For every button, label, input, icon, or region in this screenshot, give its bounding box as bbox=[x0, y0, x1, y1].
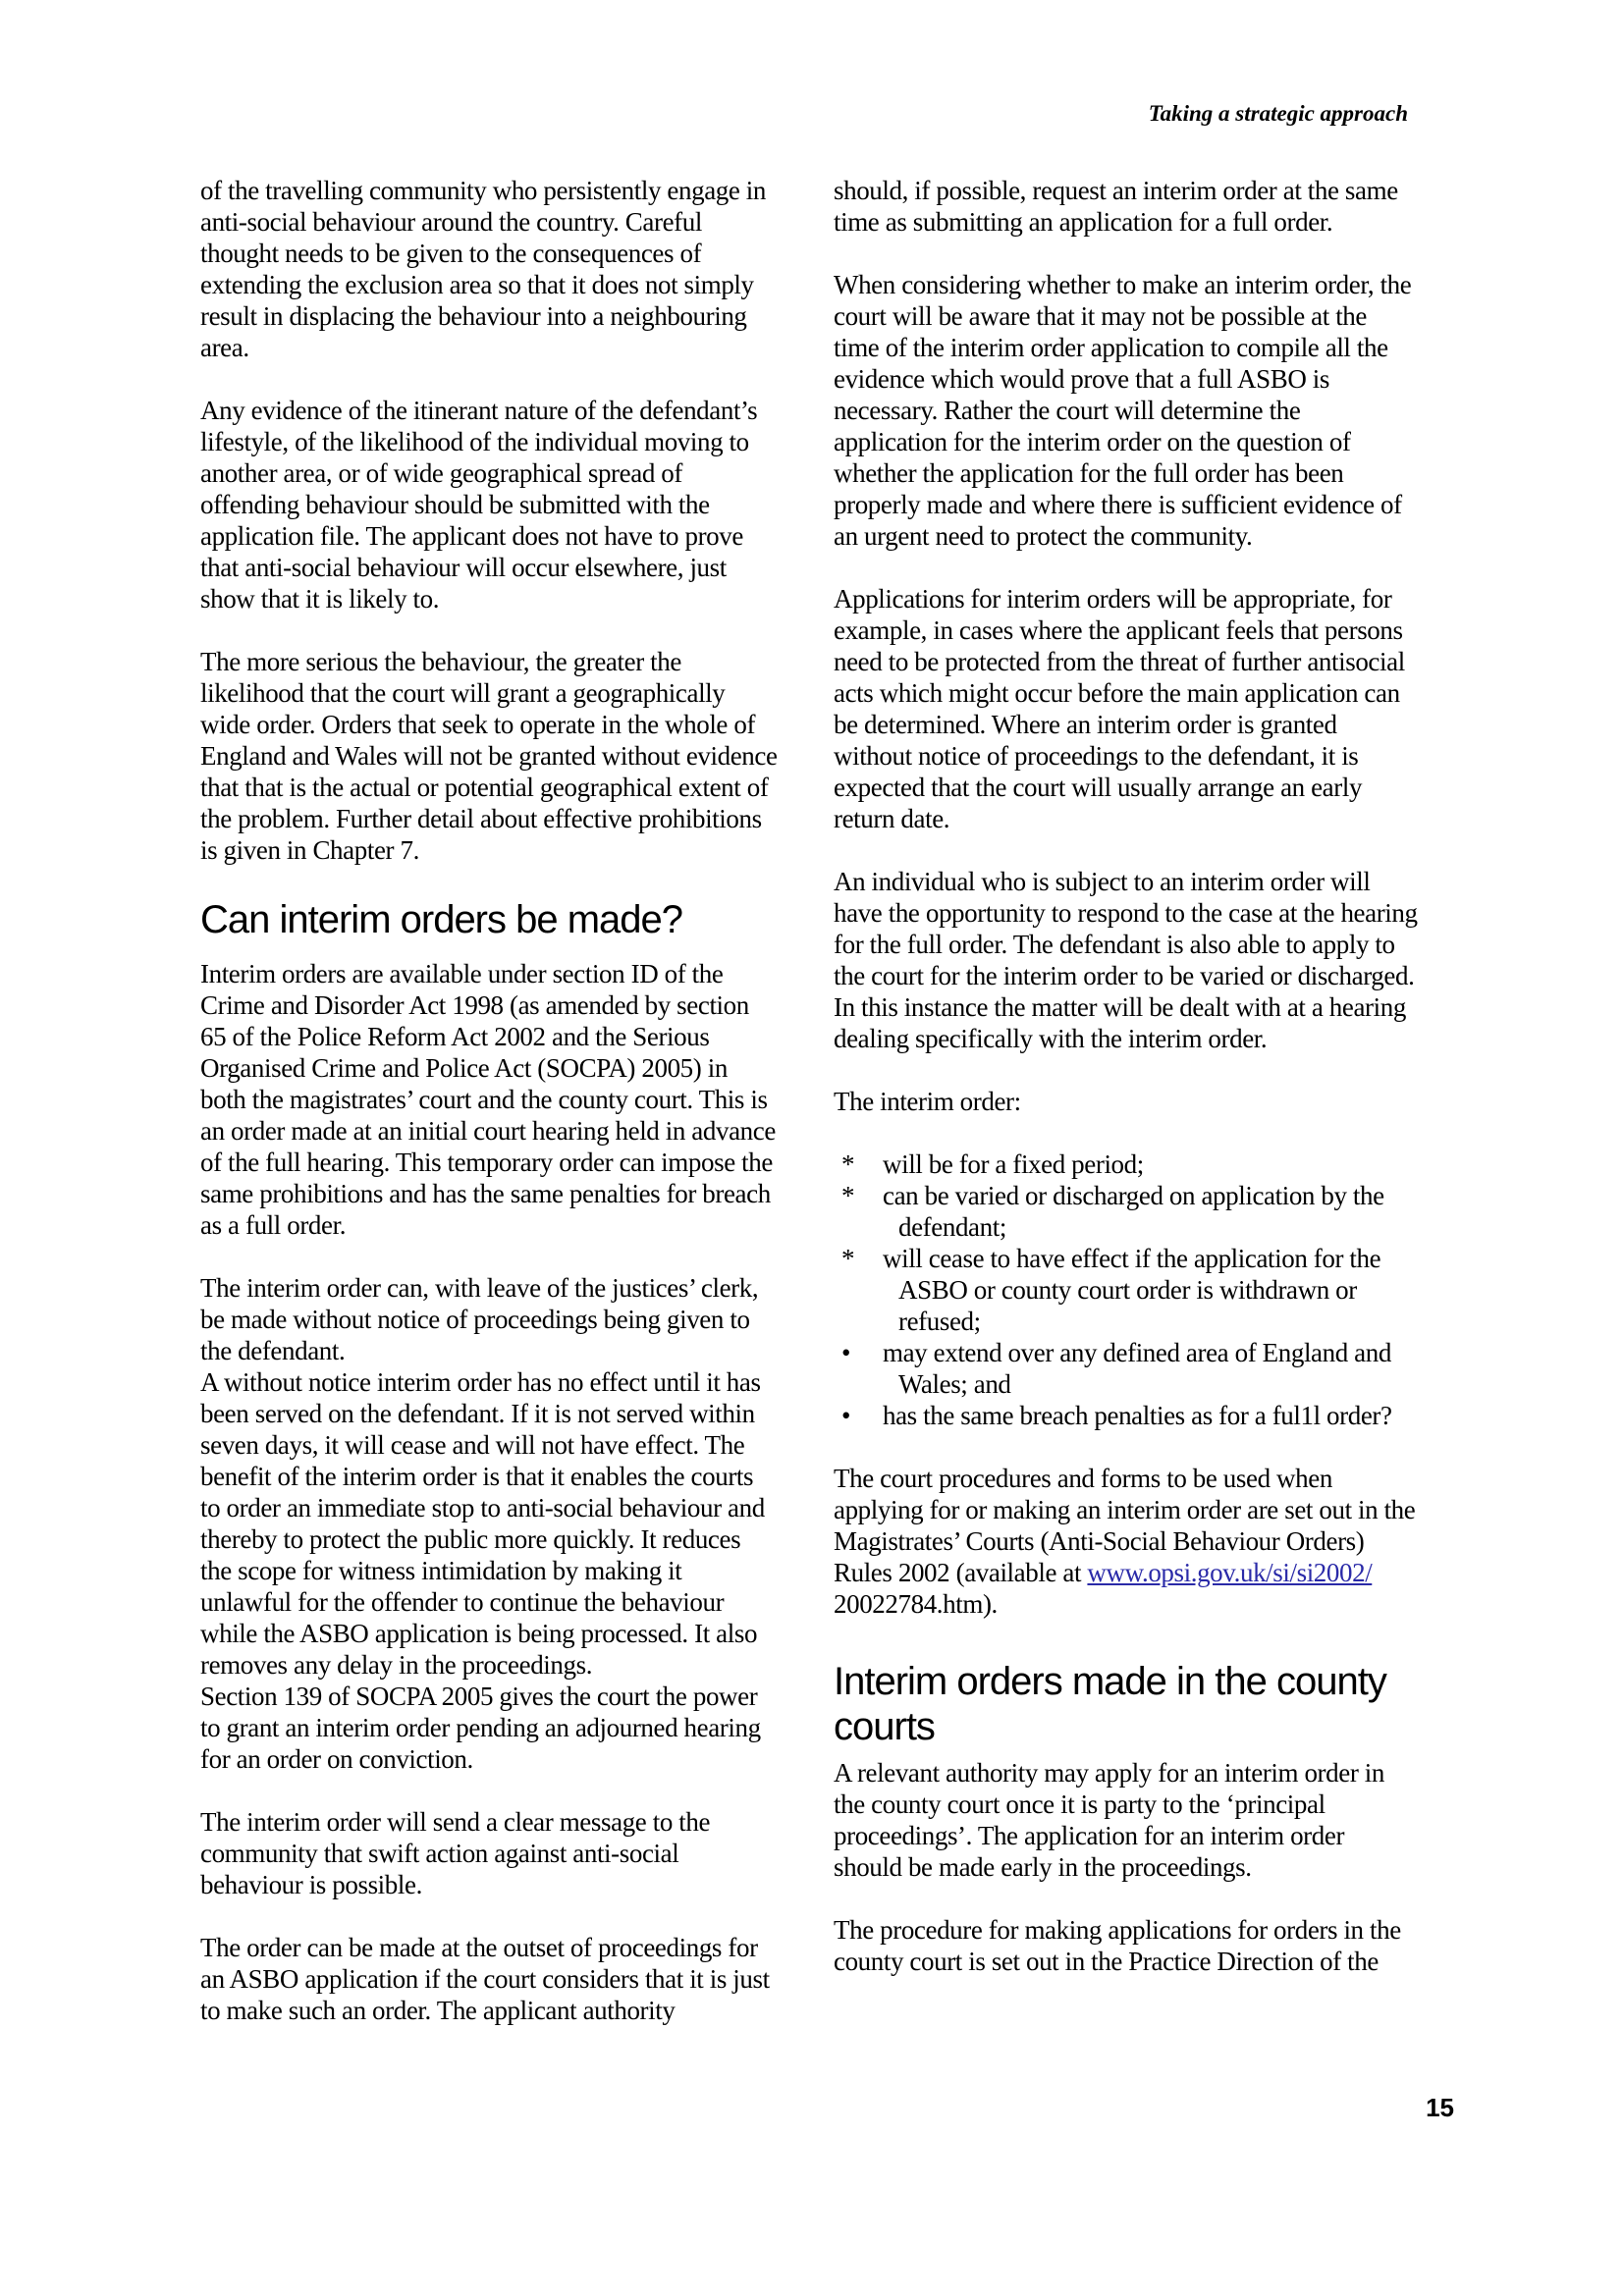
paragraph-leave: The interim order can, with leave of the justices’ clerk, be made without notice of proceedings being given to the defendant. bbox=[200, 1273, 759, 1365]
heading-line-1: Interim orders made in the county bbox=[834, 1660, 1386, 1703]
procedures-text-pre: The court procedures and forms to be used when applying for or making an interim order are set out in the Magistrates’ Courts (Anti-Social Behaviour Orders) Rules 2002 (available at bbox=[834, 1464, 1416, 1587]
interim-order-list bbox=[834, 1148, 1418, 1431]
list-item bbox=[834, 1148, 1418, 1180]
procedures-text-post: 20022784.htm). bbox=[834, 1589, 998, 1619]
paragraph-individual: An individual who is subject to an interim order will have the opportunity to respond to the case at the hearing for the full order. The defendant is also able to apply to the court for the interim order to be varied or discharged. In this instance the matter will be dealt with at a hearing dealing specifically with the interim order. bbox=[834, 867, 1418, 1053]
section-heading-can-interim-orders: Can interim orders be made? bbox=[200, 898, 683, 941]
paragraph-should: should, if possible, request an interim order at the same time as submitting an application for a full order. bbox=[834, 176, 1398, 237]
paragraph-without-notice: A without notice interim order has no effect until it has been served on the defendant. If it is not served within seven days, it will cease and will not have effect. The benefit of the interim order is that it enables the courts to order an immediate stop to anti-social behaviour and thereby to protect the public more quickly. It reduces the scope for witness intimidation by making it unlawful for the offender to continue the behaviour while the ASBO application is being processed. It also removes any delay in the proceedings. bbox=[200, 1367, 765, 1680]
paragraph-evidence: Any evidence of the itinerant nature of the defendant’s lifestyle, of the likelihood of the individual moving to another area, or of wide geographical spread of offending behaviour should be submitted with the application file. The applicant does not have to prove that anti-social behaviour will occur elsewhere, just show that it is likely to. bbox=[200, 396, 758, 614]
paragraph-procedure: The procedure for making applications for orders in the county court is set out in the Practice Direction of the bbox=[834, 1915, 1401, 1976]
paragraph-applications: Applications for interim orders will be appropriate, for example, in cases where the applicant feels that persons need to be protected from the threat of further antisocial acts which might occur before the main application can be determined. Where an interim order is granted without notice of proceedings to the defendant, it is expected that the court will usually arrange an early return date. bbox=[834, 584, 1405, 833]
bullet-marker: • bbox=[841, 1338, 851, 1367]
paragraph-travelling: of the travelling community who persistently engage in anti-social behaviour around the country. Careful thought needs to be given to the consequences of extending the exclusion area so that it does not simply result in displacing the behaviour into a neighbouring area. bbox=[200, 176, 767, 362]
list-item bbox=[834, 1243, 1418, 1337]
paragraph-available: Interim orders are available under section ID of the Crime and Disorder Act 1998 (as amended by section 65 of the Police Reform Act 2002 and the Serious Organised Crime and Police Act (SOCPA) 2005) in both the magistrates’ court and the county court. This is an order made at an initial court hearing held in advance of the full hearing. This temporary order can impose the same prohibitions and has the same penalties for breach as a full order. bbox=[200, 959, 776, 1240]
page-number: 15 bbox=[1426, 2093, 1454, 2122]
list-item bbox=[834, 1337, 1418, 1400]
paragraph-serious: The more serious the behaviour, the greater the likelihood that the court will grant a geographically wide order. Orders that seek to operate in the whole of England and Wales will not be granted without evidence that that is the actual or potential geographical extent of the problem. Further detail about effective prohibitions is given in Chapter 7. bbox=[200, 647, 778, 865]
list-item-text: will be for a fixed period; bbox=[883, 1149, 1144, 1179]
running-header: Taking a strategic approach bbox=[1148, 101, 1408, 126]
paragraph-outset: The order can be made at the outset of proceedings for an ASBO application if the court considers that it is just to make such an order. The applicant authority bbox=[200, 1933, 770, 2025]
section-heading-county-courts bbox=[834, 1659, 1418, 1749]
list-item-text: may extend over any defined area of England and Wales; and bbox=[883, 1338, 1391, 1399]
bullet-marker: * bbox=[841, 1149, 855, 1179]
opsi-link[interactable]: www.opsi.gov.uk/si/si2002/ bbox=[1087, 1558, 1373, 1587]
bullet-marker: • bbox=[841, 1401, 851, 1430]
heading-line-2: courts bbox=[834, 1705, 935, 1748]
paragraph-relevant: A relevant authority may apply for an interim order in the county court once it is party to the ‘principal proceedings’. The application for an interim order should be made early in the proceedings. bbox=[834, 1758, 1384, 1882]
two-column-body bbox=[200, 175, 1418, 2057]
paragraph-section-139: Section 139 of SOCPA 2005 gives the court the power to grant an interim order pending an adjourned hearing for an order on conviction. bbox=[200, 1682, 761, 1774]
list-item-text: has the same breach penalties as for a ful1l order? bbox=[883, 1401, 1392, 1430]
paragraph-interim-intro: The interim order: bbox=[834, 1087, 1021, 1116]
bullet-marker: * bbox=[841, 1244, 855, 1273]
paragraph-procedures bbox=[834, 1463, 1418, 1620]
right-column bbox=[834, 175, 1418, 2057]
paragraph-message: The interim order will send a clear message to the community that swift action against anti-social behaviour is possible. bbox=[200, 1807, 711, 1899]
list-item-text: will cease to have effect if the application for the ASBO or county court order is withdrawn or refused; bbox=[883, 1244, 1381, 1336]
paragraph-considering: When considering whether to make an interim order, the court will be aware that it may not be possible at the time of the interim order application to compile all the evidence which would prove that a full ASBO is necessary. Rather the court will determine the application for the interim order on the question of whether the application for the full order has been properly made and where there is sufficient evidence of an urgent need to protect the community. bbox=[834, 270, 1412, 551]
list-item-text: can be varied or discharged on application by the defendant; bbox=[883, 1181, 1384, 1242]
list-item bbox=[834, 1400, 1418, 1431]
left-column bbox=[200, 175, 778, 2057]
bullet-marker: * bbox=[841, 1181, 855, 1210]
list-item bbox=[834, 1180, 1418, 1243]
